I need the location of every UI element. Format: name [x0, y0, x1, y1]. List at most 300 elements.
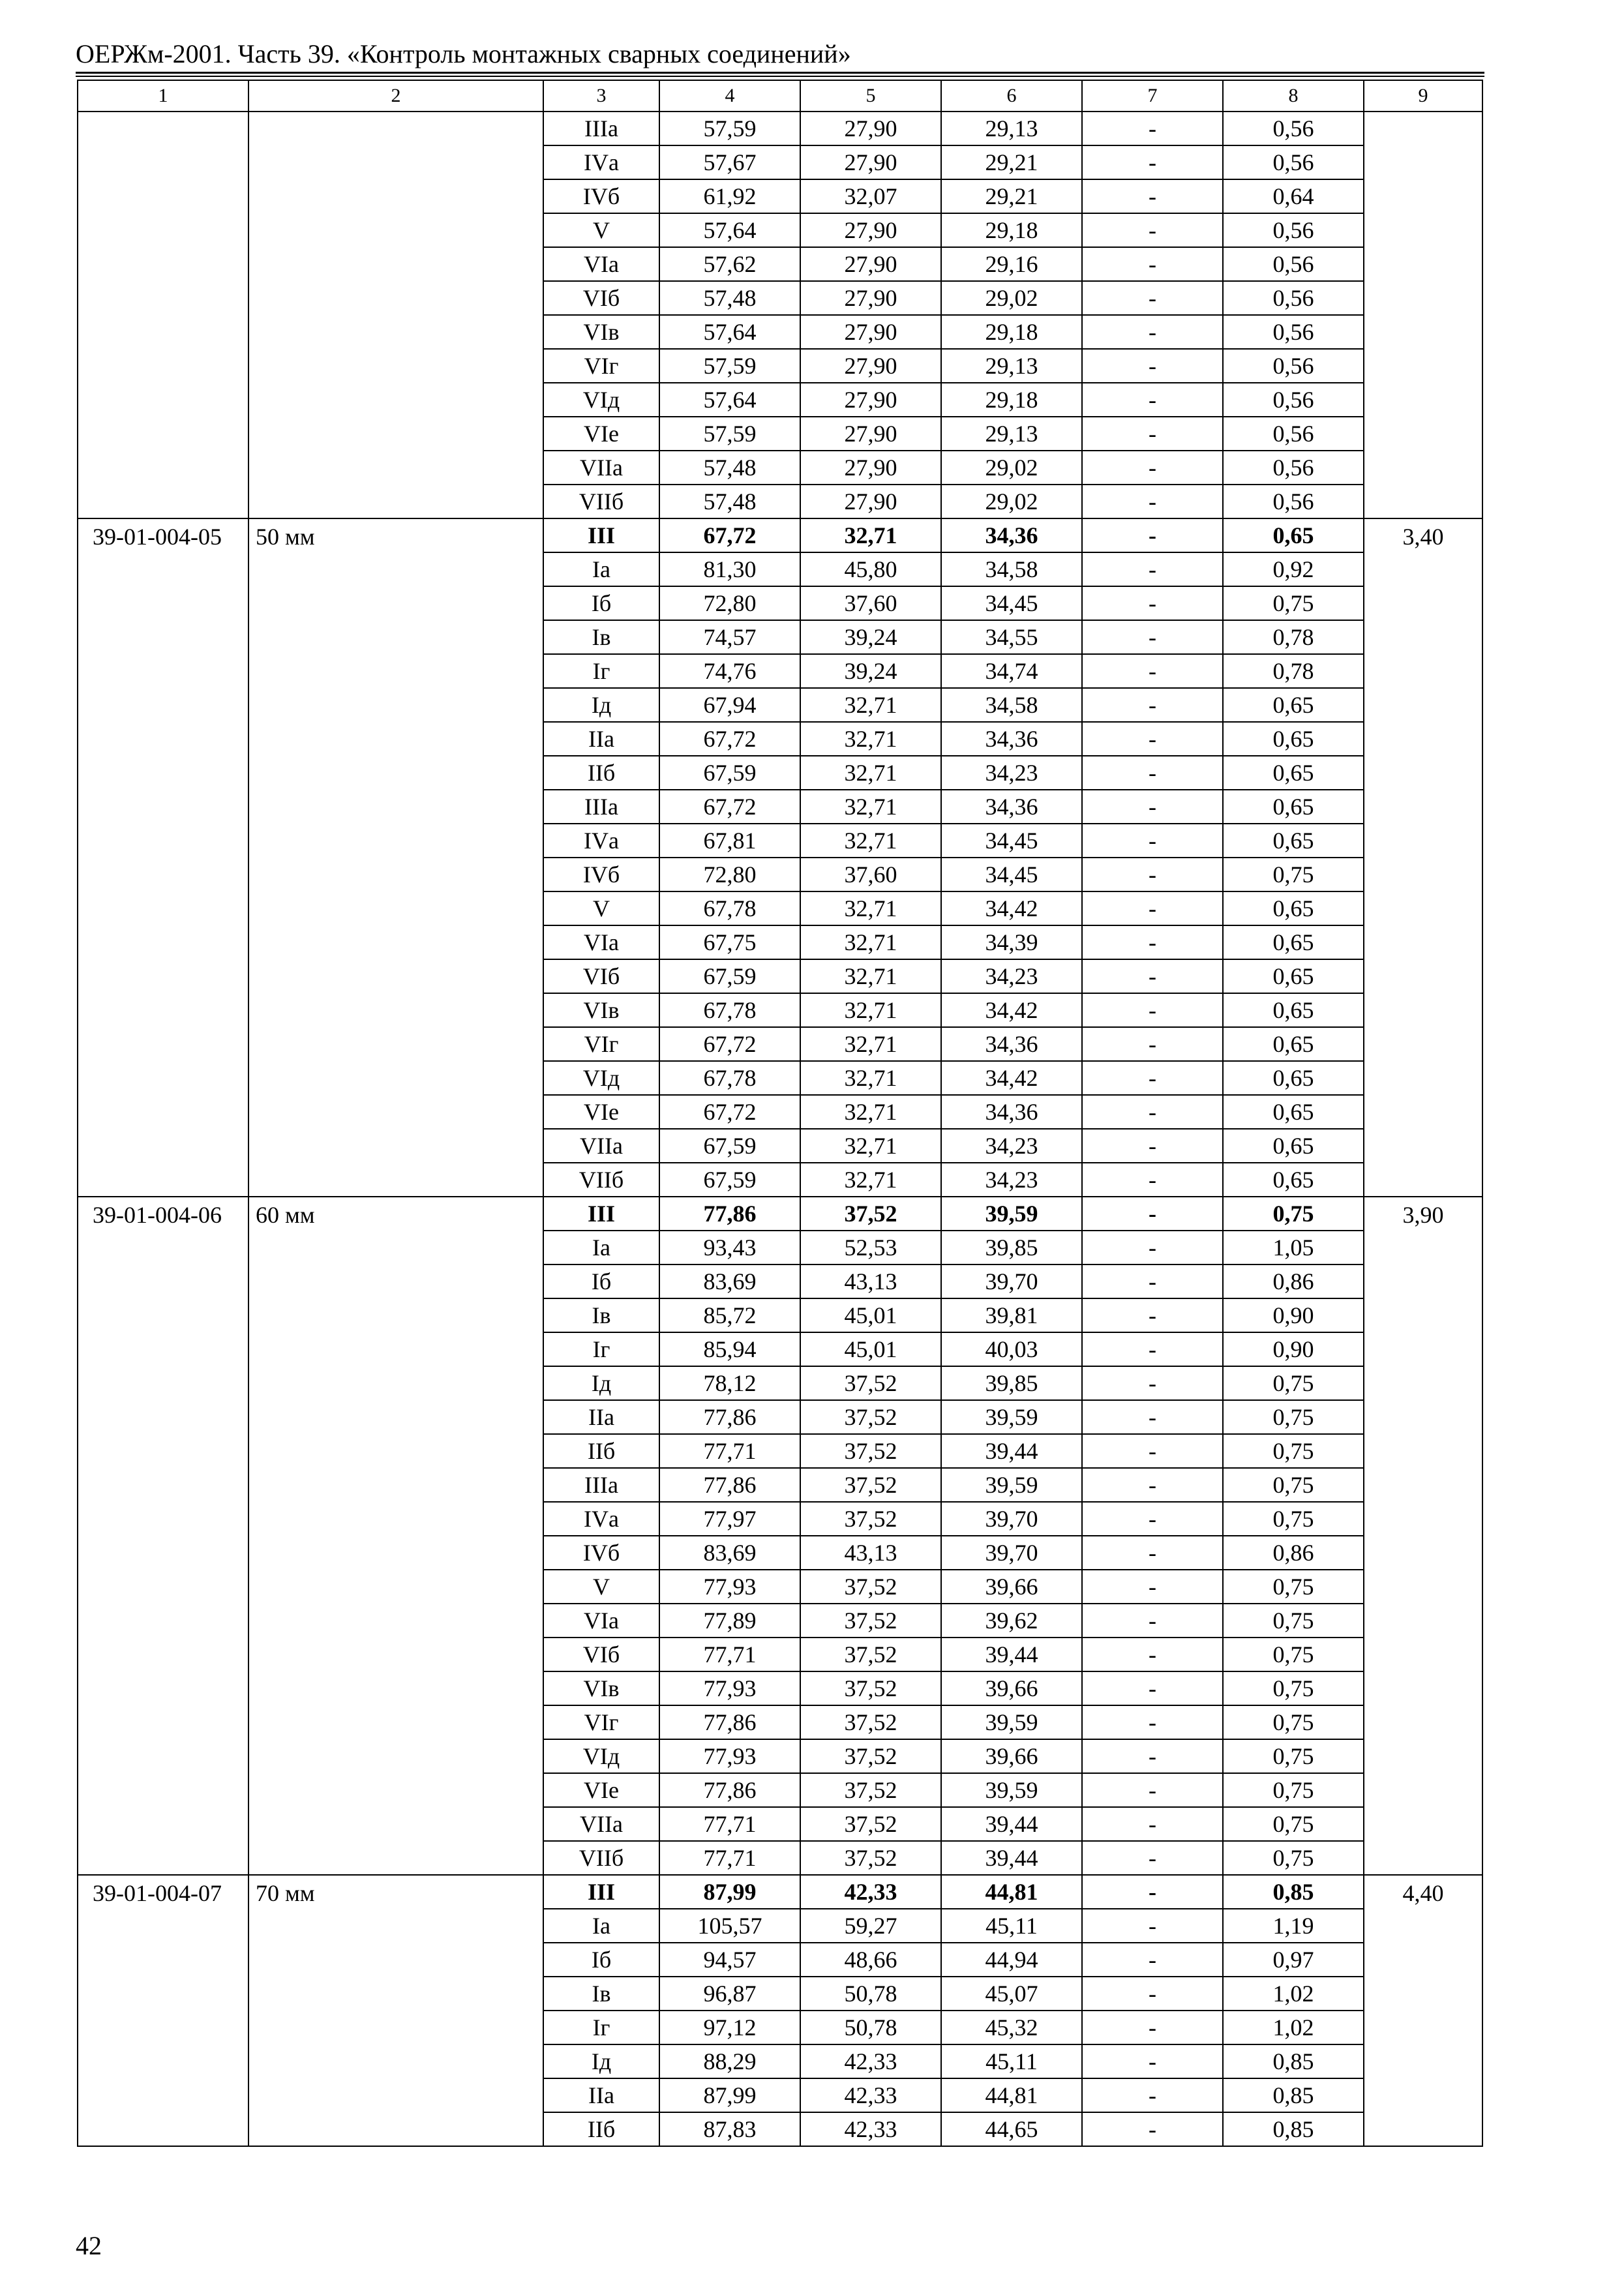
value-cell: 34,58: [941, 552, 1082, 586]
value-cell: -: [1082, 247, 1223, 281]
value-cell: -: [1082, 281, 1223, 315]
value-cell: 39,44: [941, 1841, 1082, 1875]
category-cell: VIв: [543, 993, 659, 1027]
value-cell: 39,62: [941, 1604, 1082, 1638]
category-cell: Iб: [543, 586, 659, 620]
value-cell: 0,65: [1223, 1061, 1364, 1095]
value-cell: -: [1082, 1875, 1223, 1909]
value-cell: 57,48: [659, 485, 800, 518]
value-cell: 0,65: [1223, 518, 1364, 552]
category-cell: VIIа: [543, 1129, 659, 1163]
header-rule-thin: [76, 76, 1484, 77]
value-cell: 34,42: [941, 1061, 1082, 1095]
category-cell: IVб: [543, 179, 659, 213]
category-cell: III: [543, 1875, 659, 1909]
table-row: [78, 1197, 1482, 1231]
value-cell: 57,67: [659, 145, 800, 179]
value-cell: 0,86: [1223, 1536, 1364, 1570]
value-cell: 0,64: [1223, 179, 1364, 213]
column-number-cell: 5: [800, 80, 941, 112]
value-cell: -: [1082, 1773, 1223, 1807]
value-cell: 67,72: [659, 1027, 800, 1061]
value-cell: -: [1082, 1468, 1223, 1502]
value-cell: 27,90: [800, 281, 941, 315]
value-cell: 77,86: [659, 1468, 800, 1502]
value-cell: 77,86: [659, 1197, 800, 1231]
category-cell: Iд: [543, 1366, 659, 1400]
value-cell: 105,57: [659, 1909, 800, 1943]
value-cell: 32,71: [800, 722, 941, 756]
value-cell: -: [1082, 1739, 1223, 1773]
category-cell: VIIб: [543, 1163, 659, 1197]
value-cell: 32,71: [800, 1061, 941, 1095]
value-cell: 0,85: [1223, 2078, 1364, 2112]
value-cell: 67,78: [659, 1061, 800, 1095]
value-cell: 0,75: [1223, 1638, 1364, 1671]
value-cell: 57,59: [659, 417, 800, 451]
value-cell: 0,56: [1223, 417, 1364, 451]
value-cell: 34,45: [941, 858, 1082, 891]
category-cell: III: [543, 1197, 659, 1231]
value-cell: 57,64: [659, 213, 800, 247]
value-cell: -: [1082, 993, 1223, 1027]
value-cell: 94,57: [659, 1943, 800, 1977]
value-cell: 57,59: [659, 112, 800, 145]
category-cell: VIг: [543, 1705, 659, 1739]
value-cell: -: [1082, 1231, 1223, 1264]
value-cell: 57,64: [659, 315, 800, 349]
value-cell: 27,90: [800, 417, 941, 451]
value-cell: 0,65: [1223, 925, 1364, 959]
value-cell: 77,71: [659, 1638, 800, 1671]
value-cell: -: [1082, 1841, 1223, 1875]
value-cell: 77,71: [659, 1841, 800, 1875]
table-body: [78, 80, 1482, 2146]
value-cell: 42,33: [800, 2112, 941, 2146]
column-number-cell: 6: [941, 80, 1082, 112]
column-number-cell: 3: [543, 80, 659, 112]
category-cell: VIд: [543, 1739, 659, 1773]
category-cell: Iв: [543, 1298, 659, 1332]
value-cell: -: [1082, 1570, 1223, 1604]
value-cell: 29,13: [941, 417, 1082, 451]
price-table: [77, 80, 1483, 2147]
table-row: [78, 518, 1482, 552]
value-cell: 27,90: [800, 451, 941, 485]
value-cell: -: [1082, 349, 1223, 383]
category-cell: Iб: [543, 1943, 659, 1977]
value-cell: 77,71: [659, 1434, 800, 1468]
value-cell: -: [1082, 1027, 1223, 1061]
value-cell: -: [1082, 2112, 1223, 2146]
value-cell: 0,75: [1223, 1739, 1364, 1773]
value-cell: -: [1082, 552, 1223, 586]
value-cell: 0,75: [1223, 1705, 1364, 1739]
category-cell: Iв: [543, 620, 659, 654]
value-cell: 34,58: [941, 688, 1082, 722]
value-cell: 48,66: [800, 1943, 941, 1977]
category-cell: VIIб: [543, 485, 659, 518]
value-cell: 37,52: [800, 1807, 941, 1841]
column-number-cell: 1: [78, 80, 248, 112]
value-cell: 29,13: [941, 112, 1082, 145]
value-cell: 29,13: [941, 349, 1082, 383]
value-cell: 67,81: [659, 824, 800, 858]
value-cell: 0,65: [1223, 1095, 1364, 1129]
value-cell: 39,24: [800, 620, 941, 654]
value-cell: 29,21: [941, 145, 1082, 179]
category-cell: Iг: [543, 1332, 659, 1366]
value-cell: 87,83: [659, 2112, 800, 2146]
resource-code-cell: 39-01-004-05: [78, 518, 248, 1197]
value-cell: 72,80: [659, 858, 800, 891]
value-cell: -: [1082, 654, 1223, 688]
value-cell: 44,65: [941, 2112, 1082, 2146]
value-cell: 0,65: [1223, 1129, 1364, 1163]
category-cell: Iг: [543, 2011, 659, 2044]
value-cell: 61,92: [659, 179, 800, 213]
value-cell: 0,65: [1223, 688, 1364, 722]
category-cell: IIб: [543, 756, 659, 790]
value-cell: -: [1082, 688, 1223, 722]
value-cell: -: [1082, 790, 1223, 824]
value-cell: 0,75: [1223, 586, 1364, 620]
value-cell: -: [1082, 722, 1223, 756]
category-cell: Iв: [543, 1977, 659, 2011]
value-cell: 34,36: [941, 722, 1082, 756]
value-cell: 32,71: [800, 688, 941, 722]
diameter-cell: 60 мм: [248, 1197, 543, 1875]
value-cell: 39,70: [941, 1536, 1082, 1570]
value-cell: 67,59: [659, 1163, 800, 1197]
category-cell: VIв: [543, 1671, 659, 1705]
value-cell: -: [1082, 315, 1223, 349]
value-cell: 0,75: [1223, 1502, 1364, 1536]
value-cell: -: [1082, 1197, 1223, 1231]
value-cell: -: [1082, 620, 1223, 654]
category-cell: VIе: [543, 1773, 659, 1807]
value-cell: 34,36: [941, 1095, 1082, 1129]
category-cell: VIб: [543, 1638, 659, 1671]
value-cell: 29,02: [941, 281, 1082, 315]
value-cell: 27,90: [800, 349, 941, 383]
value-cell: 32,71: [800, 1027, 941, 1061]
value-cell: 43,13: [800, 1264, 941, 1298]
value-cell: 39,66: [941, 1570, 1082, 1604]
value-cell: 0,56: [1223, 383, 1364, 417]
value-cell: 43,13: [800, 1536, 941, 1570]
value-cell: 29,18: [941, 383, 1082, 417]
page-header-title: ОЕРЖм-2001. Часть 39. «Контроль монтажных сварных соединений»: [76, 39, 851, 68]
value-cell: 37,52: [800, 1400, 941, 1434]
value-cell: -: [1082, 485, 1223, 518]
value-cell: 29,02: [941, 451, 1082, 485]
value-cell: 0,56: [1223, 145, 1364, 179]
category-cell: Iб: [543, 1264, 659, 1298]
value-cell: 34,42: [941, 993, 1082, 1027]
value-cell: 37,52: [800, 1570, 941, 1604]
value-cell: -: [1082, 1705, 1223, 1739]
value-cell: -: [1082, 1671, 1223, 1705]
value-cell: -: [1082, 959, 1223, 993]
value-cell: 32,71: [800, 891, 941, 925]
value-cell: -: [1082, 417, 1223, 451]
category-cell: VIв: [543, 315, 659, 349]
value-cell: 39,70: [941, 1264, 1082, 1298]
value-cell: 37,60: [800, 586, 941, 620]
value-cell: 34,39: [941, 925, 1082, 959]
value-cell: 0,56: [1223, 247, 1364, 281]
value-cell: 0,85: [1223, 2112, 1364, 2146]
value-cell: -: [1082, 925, 1223, 959]
value-cell: 34,23: [941, 1163, 1082, 1197]
value-cell: 39,70: [941, 1502, 1082, 1536]
value-cell: 57,48: [659, 451, 800, 485]
value-cell: 34,45: [941, 824, 1082, 858]
category-cell: IVа: [543, 824, 659, 858]
value-cell: 83,69: [659, 1536, 800, 1570]
value-cell: 77,97: [659, 1502, 800, 1536]
category-cell: VIа: [543, 247, 659, 281]
value-cell: -: [1082, 1943, 1223, 1977]
value-cell: 32,71: [800, 925, 941, 959]
value-cell: 67,75: [659, 925, 800, 959]
value-cell: 34,23: [941, 959, 1082, 993]
value-cell: -: [1082, 518, 1223, 552]
column-number-cell: 7: [1082, 80, 1223, 112]
value-cell: 0,75: [1223, 1197, 1364, 1231]
value-cell: -: [1082, 1298, 1223, 1332]
value-cell: 85,72: [659, 1298, 800, 1332]
value-cell: -: [1082, 1163, 1223, 1197]
value-cell: 77,86: [659, 1773, 800, 1807]
column-number-cell: 9: [1364, 80, 1482, 112]
value-cell: -: [1082, 2011, 1223, 2044]
value-cell: 67,72: [659, 722, 800, 756]
value-cell: 74,57: [659, 620, 800, 654]
value-cell: 0,78: [1223, 654, 1364, 688]
value-cell: 0,65: [1223, 790, 1364, 824]
value-cell: -: [1082, 1909, 1223, 1943]
column-number-cell: 2: [248, 80, 543, 112]
value-cell: 0,65: [1223, 1163, 1364, 1197]
value-cell: -: [1082, 145, 1223, 179]
value-cell: -: [1082, 1061, 1223, 1095]
value-cell: 52,53: [800, 1231, 941, 1264]
value-cell: 0,90: [1223, 1298, 1364, 1332]
value-cell: 32,71: [800, 1163, 941, 1197]
value-cell: 32,71: [800, 1095, 941, 1129]
value-cell: 37,52: [800, 1638, 941, 1671]
value-cell: 44,81: [941, 1875, 1082, 1909]
value-cell: 37,52: [800, 1773, 941, 1807]
value-cell: 27,90: [800, 383, 941, 417]
value-cell: 39,44: [941, 1807, 1082, 1841]
value-cell: 39,59: [941, 1705, 1082, 1739]
value-cell: 29,18: [941, 213, 1082, 247]
value-cell: -: [1082, 112, 1223, 145]
value-cell: 34,55: [941, 620, 1082, 654]
value-cell: 0,56: [1223, 281, 1364, 315]
value-cell: 67,78: [659, 891, 800, 925]
category-cell: VIIа: [543, 1807, 659, 1841]
value-cell: 27,90: [800, 247, 941, 281]
value-cell: 67,59: [659, 1129, 800, 1163]
value-cell: 0,65: [1223, 824, 1364, 858]
value-cell: 97,12: [659, 2011, 800, 2044]
page-number: 42: [76, 2231, 102, 2260]
value-cell: 0,56: [1223, 213, 1364, 247]
value-cell: 37,52: [800, 1434, 941, 1468]
value-cell: 0,65: [1223, 891, 1364, 925]
value-cell: 29,16: [941, 247, 1082, 281]
value-cell: 27,90: [800, 112, 941, 145]
value-cell: 57,48: [659, 281, 800, 315]
value-cell: -: [1082, 756, 1223, 790]
column-number-cell: 8: [1223, 80, 1364, 112]
total-cell: 4,40: [1364, 1875, 1482, 2146]
category-cell: VIе: [543, 1095, 659, 1129]
value-cell: 37,52: [800, 1502, 941, 1536]
category-cell: VIд: [543, 1061, 659, 1095]
value-cell: 37,52: [800, 1671, 941, 1705]
value-cell: 39,59: [941, 1197, 1082, 1231]
value-cell: 0,56: [1223, 315, 1364, 349]
value-cell: 27,90: [800, 145, 941, 179]
category-cell: III: [543, 518, 659, 552]
category-cell: V: [543, 1570, 659, 1604]
value-cell: 77,86: [659, 1705, 800, 1739]
value-cell: 85,94: [659, 1332, 800, 1366]
value-cell: 77,86: [659, 1400, 800, 1434]
value-cell: 67,72: [659, 790, 800, 824]
category-cell: VIа: [543, 1604, 659, 1638]
value-cell: 44,94: [941, 1943, 1082, 1977]
value-cell: 0,65: [1223, 1027, 1364, 1061]
value-cell: 39,44: [941, 1434, 1082, 1468]
value-cell: 93,43: [659, 1231, 800, 1264]
value-cell: 32,71: [800, 824, 941, 858]
value-cell: 27,90: [800, 315, 941, 349]
category-cell: VIIа: [543, 451, 659, 485]
value-cell: 0,97: [1223, 1943, 1364, 1977]
value-cell: 77,71: [659, 1807, 800, 1841]
value-cell: 1,19: [1223, 1909, 1364, 1943]
value-cell: 0,65: [1223, 722, 1364, 756]
value-cell: -: [1082, 1807, 1223, 1841]
value-cell: -: [1082, 1638, 1223, 1671]
value-cell: 42,33: [800, 1875, 941, 1909]
value-cell: 32,71: [800, 993, 941, 1027]
category-cell: IVб: [543, 858, 659, 891]
value-cell: 0,86: [1223, 1264, 1364, 1298]
value-cell: 29,18: [941, 315, 1082, 349]
value-cell: 39,24: [800, 654, 941, 688]
value-cell: 39,59: [941, 1400, 1082, 1434]
value-cell: 0,75: [1223, 1841, 1364, 1875]
value-cell: -: [1082, 1264, 1223, 1298]
value-cell: 0,75: [1223, 1366, 1364, 1400]
value-cell: 57,59: [659, 349, 800, 383]
category-cell: Iа: [543, 1909, 659, 1943]
value-cell: 32,71: [800, 1129, 941, 1163]
category-cell: VIг: [543, 1027, 659, 1061]
value-cell: -: [1082, 1129, 1223, 1163]
value-cell: 42,33: [800, 2078, 941, 2112]
category-cell: IIб: [543, 2112, 659, 2146]
value-cell: 50,78: [800, 2011, 941, 2044]
value-cell: -: [1082, 1977, 1223, 2011]
category-cell: VIб: [543, 959, 659, 993]
value-cell: 32,71: [800, 756, 941, 790]
total-cell: 3,90: [1364, 1197, 1482, 1875]
column-number-row: [78, 80, 1482, 112]
value-cell: 34,74: [941, 654, 1082, 688]
category-cell: VIIб: [543, 1841, 659, 1875]
value-cell: 39,59: [941, 1468, 1082, 1502]
value-cell: 45,11: [941, 2044, 1082, 2078]
value-cell: 0,75: [1223, 1773, 1364, 1807]
value-cell: 34,42: [941, 891, 1082, 925]
value-cell: 67,72: [659, 518, 800, 552]
value-cell: 39,59: [941, 1773, 1082, 1807]
value-cell: -: [1082, 383, 1223, 417]
value-cell: 67,78: [659, 993, 800, 1027]
value-cell: 44,81: [941, 2078, 1082, 2112]
value-cell: 37,52: [800, 1841, 941, 1875]
value-cell: -: [1082, 1366, 1223, 1400]
value-cell: 78,12: [659, 1366, 800, 1400]
value-cell: -: [1082, 1434, 1223, 1468]
total-cell: [1364, 112, 1482, 518]
value-cell: -: [1082, 1536, 1223, 1570]
category-cell: VIд: [543, 383, 659, 417]
value-cell: -: [1082, 1095, 1223, 1129]
value-cell: -: [1082, 1400, 1223, 1434]
category-cell: Iа: [543, 1231, 659, 1264]
category-cell: VIб: [543, 281, 659, 315]
value-cell: 39,85: [941, 1231, 1082, 1264]
value-cell: 34,36: [941, 1027, 1082, 1061]
value-cell: 39,66: [941, 1671, 1082, 1705]
category-cell: V: [543, 213, 659, 247]
value-cell: 45,07: [941, 1977, 1082, 2011]
value-cell: 74,76: [659, 654, 800, 688]
value-cell: -: [1082, 858, 1223, 891]
value-cell: 39,85: [941, 1366, 1082, 1400]
value-cell: 50,78: [800, 1977, 941, 2011]
category-cell: IVа: [543, 1502, 659, 1536]
value-cell: 96,87: [659, 1977, 800, 2011]
value-cell: 37,52: [800, 1705, 941, 1739]
category-cell: VIг: [543, 349, 659, 383]
column-number-cell: 4: [659, 80, 800, 112]
value-cell: 0,56: [1223, 451, 1364, 485]
value-cell: 0,56: [1223, 349, 1364, 383]
value-cell: 0,75: [1223, 1434, 1364, 1468]
category-cell: IVа: [543, 145, 659, 179]
category-cell: IIIа: [543, 112, 659, 145]
table-row: [78, 1875, 1482, 1909]
value-cell: 57,64: [659, 383, 800, 417]
value-cell: 45,01: [800, 1332, 941, 1366]
value-cell: 32,71: [800, 959, 941, 993]
value-cell: 0,65: [1223, 756, 1364, 790]
value-cell: -: [1082, 213, 1223, 247]
value-cell: 37,52: [800, 1366, 941, 1400]
value-cell: 77,93: [659, 1671, 800, 1705]
value-cell: 32,07: [800, 179, 941, 213]
